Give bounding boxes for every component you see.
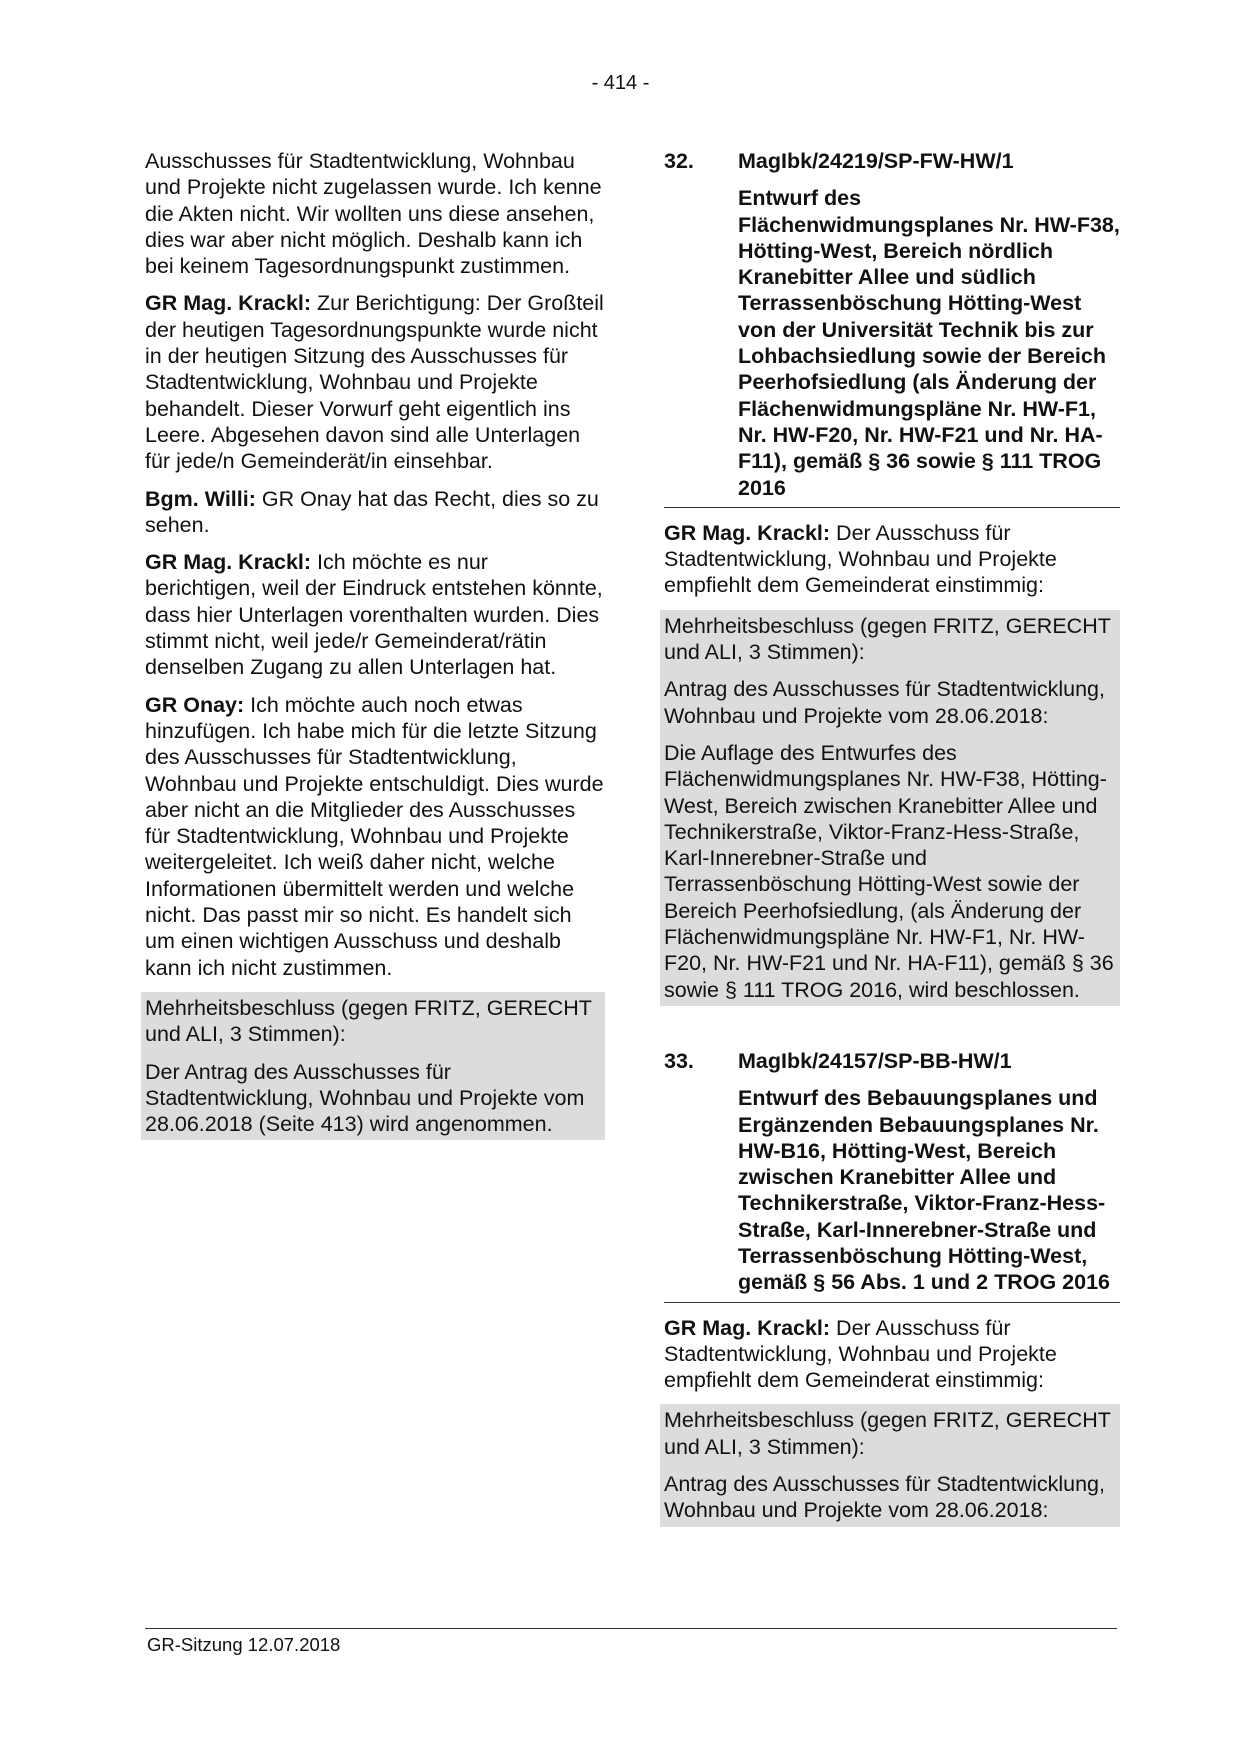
vote-result: Mehrheitsbeschluss (gegen FRITZ, GERECHT und ALI, 3 Stimmen):	[145, 995, 592, 1047]
paragraph: GR Mag. Krackl: Der Ausschuss für Stadtentwicklung, Wohnbau und Projekte empfiehlt dem Gemeinderat einstimmig:	[664, 1315, 1057, 1393]
speaker-name: Bgm. Willi:	[145, 486, 256, 511]
decision-box	[141, 992, 605, 1140]
paragraph: Ausschusses für Stadtentwicklung, Wohnbau und Projekte nicht zugelassen wurde. Ich kenne die Akten nicht. Wir wollten uns diese ansehen, dies war aber nicht möglich. Deshalb kann ich bei keinem Tagesordnungspunkt zustimmen.	[145, 149, 602, 279]
agenda-item-title: Entwurf des Flächenwidmungsplanes Nr. HW-F38, Hötting-West, Bereich nördlich Kranebitter Allee und südlich Terrassenböschung Hötting-West von der Universität Technik bis zur Lohbachsiedlung sowie der Bereich Peerhofsiedlung (als Änderung der Flächenwidmungspläne Nr. HW-F1, Nr. HW-F20, Nr. HW-F21 und Nr. HA-F11), gemäß § 36 sowie § 111 TROG 2016	[738, 186, 1120, 500]
divider	[664, 507, 1120, 508]
resolution-text: Die Auflage des Entwurfes des Flächenwidmungsplanes Nr. HW-F38, Hötting-West, Bereich zwischen Kranebitter Allee und Technikerstraße, Viktor-Franz-Hess-Straße, Karl-Innerebner-Straße und Terrassenböschung Hötting-West sowie der Bereich Peerhofsiedlung, (als Änderung der Flächenwidmungspläne Nr. HW-F1, Nr. HW-F20, Nr. HW-F21 und Nr. HA-F11), gemäß § 36 sowie § 111 TROG 2016, wird beschlossen.	[664, 740, 1114, 1002]
speaker-name: GR Mag. Krackl:	[145, 550, 312, 575]
motion-text: Antrag des Ausschusses für Stadtentwicklung, Wohnbau und Projekte vom 28.06.2018:	[664, 677, 1105, 728]
speaker-name: GR Mag. Krackl:	[145, 291, 312, 316]
spacer	[664, 1006, 1120, 1048]
vote-result: Mehrheitsbeschluss (gegen FRITZ, GERECHT und ALI, 3 Stimmen):	[664, 1408, 1111, 1459]
speaker-name: GR Mag. Krackl:	[664, 520, 831, 545]
agenda-item-header	[664, 148, 1120, 174]
paragraph: GR Mag. Krackl: Zur Berichtigung: Der Großteil der heutigen Tagesordnungspunkte wurde nicht in der heutigen Sitzung des Ausschusses für Stadtentwicklung, Wohnbau und Projekte behandelt. Dieser Vorwurf geht eigentlich ins Leere. Abgesehen davon sind alle Unterlagen für jede/n Gemeinderät/in einsehbar.	[145, 291, 604, 474]
right-column	[664, 148, 1120, 1527]
paragraph: GR Onay: Ich möchte auch noch etwas hinzufügen. Ich habe mich für die letzte Sitzung des Ausschusses für Stadtentwicklung, Wohnbau und Projekte entschuldigt. Dies wurde aber nicht an die Mitglieder des Ausschusses für Stadtentwicklung, Wohnbau und Projekte weitergeleitet. Ich weiß daher nicht, welche Informationen übermittelt werden und welche nicht. Das passt mir so nicht. Es handelt sich um einen wichtigen Ausschuss und deshalb kann ich nicht zustimmen.	[145, 692, 604, 980]
paragraph: Bgm. Willi: GR Onay hat das Recht, dies so zu sehen.	[145, 486, 599, 537]
paragraph: GR Mag. Krackl: Der Ausschuss für Stadtentwicklung, Wohnbau und Projekte empfiehlt dem Gemeinderat einstimmig:	[664, 520, 1057, 598]
agenda-item-code: MagIbk/24219/SP-FW-HW/1	[738, 149, 1014, 173]
footer-text: GR-Sitzung 12.07.2018	[147, 1634, 341, 1655]
agenda-item-number: 33.	[664, 1048, 694, 1073]
divider	[664, 1302, 1120, 1303]
motion-text: Antrag des Ausschusses für Stadtentwicklung, Wohnbau und Projekte vom 28.06.2018:	[664, 1472, 1105, 1523]
agenda-item-number: 32.	[664, 149, 694, 173]
agenda-item-header	[664, 1048, 1120, 1074]
speaker-name: GR Mag. Krackl:	[664, 1315, 831, 1340]
decision-text: Der Antrag des Ausschusses für Stadtentwicklung, Wohnbau und Projekte vom 28.06.2018 (Seite 413) wird angenommen.	[145, 1059, 585, 1137]
decision-box	[660, 610, 1120, 1006]
paragraph: GR Mag. Krackl: Ich möchte es nur berichtigen, weil der Eindruck entstehen könnte, dass hier Unterlagen vorenthalten wurden. Dies stimmt nicht, weil jede/r Gemeinderat/rätin denselben Zugang zu allen Unterlagen hat.	[145, 550, 603, 680]
agenda-item-code: MagIbk/24157/SP-BB-HW/1	[738, 1048, 1012, 1073]
speaker-name: GR Onay:	[145, 692, 245, 717]
decision-box	[660, 1404, 1120, 1526]
vote-result: Mehrheitsbeschluss (gegen FRITZ, GERECHT und ALI, 3 Stimmen):	[664, 613, 1111, 665]
agenda-item-title: Entwurf des Bebauungsplanes und Ergänzenden Bebauungsplanes Nr. HW-B16, Hötting-West, Bereich zwischen Kranebitter Allee und Technikerstraße, Viktor-Franz-Hess-Straße, Karl-Innerebner-Straße und Terrassenböschung Hötting-West, gemäß § 56 Abs. 1 und 2 TROG 2016	[738, 1086, 1110, 1295]
left-column	[145, 148, 605, 1140]
footer-divider	[145, 1628, 1117, 1629]
page-number: - 414 -	[591, 72, 650, 94]
